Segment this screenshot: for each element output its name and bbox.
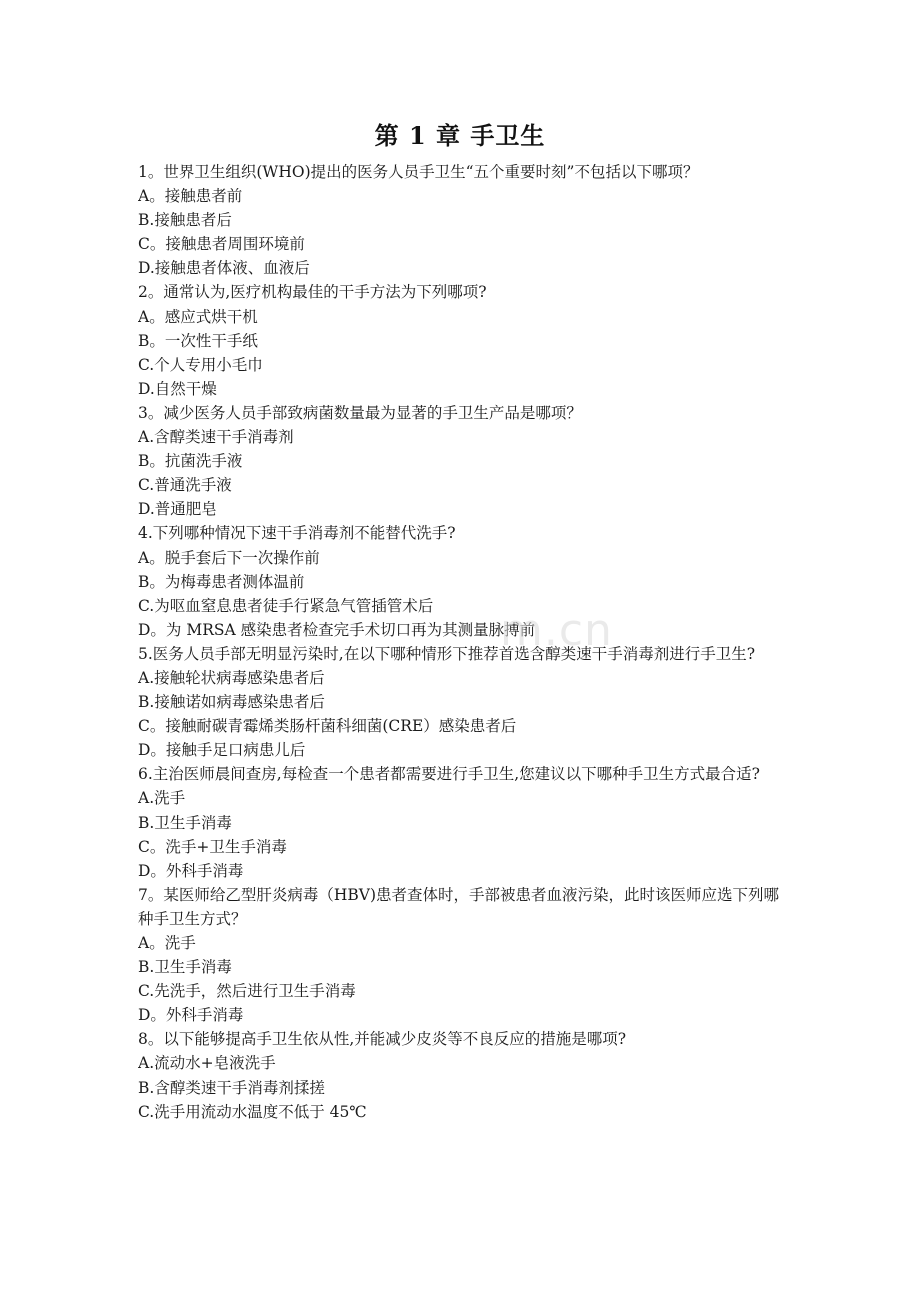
question-6: 6.主治医师晨间查房,每检查一个患者都需要进行手卫生,您建议以下哪种手卫生方式最合适?	[138, 765, 760, 784]
option-4a: A。脱手套后下一次操作前	[138, 548, 320, 567]
question-3: 3。减少医务人员手部致病菌数量最为显著的手卫生产品是哪项？	[138, 403, 582, 422]
option-7d: D。外科手消毒	[138, 1006, 244, 1025]
question-5: 5.医务人员手部无明显污染时,在以下哪种情形下推荐首选含醇类速干手消毒剂进行手卫生?	[138, 644, 756, 663]
option-1b: B.接触患者后	[138, 211, 232, 230]
option-2d: D.自然干燥	[138, 379, 217, 398]
option-5c: C。接触耐碳青霉烯类肠杆菌科细菌(CRE）感染患者后	[138, 717, 517, 736]
option-4b: B。为梅毒患者测体温前	[138, 572, 305, 591]
option-7a: A。洗手	[138, 934, 196, 952]
option-6a: A.洗手	[138, 789, 186, 808]
option-1a: A。接触患者前	[138, 187, 243, 206]
option-7c: C.先洗手，然后进行卫生手消毒	[138, 982, 356, 1001]
option-1d: D.接触患者体液、血液后	[138, 259, 310, 278]
question-7: 7。某医师给乙型肝炎病毒（HBV)患者查体时，手部被患者血液污染，此时该医师应选下列哪种手卫生方式？	[138, 885, 780, 928]
option-6d: D。外科手消毒	[138, 861, 244, 880]
option-2a: A。感应式烘干机	[138, 307, 258, 326]
question-2: 2。通常认为,医疗机构最佳的干手方法为下列哪项?	[138, 283, 487, 302]
question-list	[138, 160, 788, 1124]
option-7b: B.卫生手消毒	[138, 958, 232, 977]
question-4: 4.下列哪种情况下速干手消毒剂不能替代洗手?	[138, 524, 456, 543]
option-5b: B.接触诺如病毒感染患者后	[138, 693, 325, 712]
chapter-title: 第 1 章 手卫生	[374, 121, 546, 150]
watermark: m.cn	[500, 605, 613, 656]
option-3c: C.普通洗手液	[138, 476, 232, 495]
option-6c: C。洗手+卫生手消毒	[138, 837, 287, 856]
question-8: 8。以下能够提高手卫生依从性,并能减少皮炎等不良反应的措施是哪项?	[138, 1030, 627, 1049]
question-1: 1。世界卫生组织(WHO)提出的医务人员手卫生“五个重要时刻”不包括以下哪项？	[138, 163, 699, 181]
option-8b: B.含醇类速干手消毒剂揉搓	[138, 1078, 325, 1097]
option-1c: C。接触患者周围环境前	[138, 235, 305, 254]
option-4d: D。为 MRSA 感染患者检查完手术切口再为其测量脉搏前	[138, 620, 536, 639]
option-5d: D。接触手足口病患儿后	[138, 741, 306, 760]
option-3b: B。抗菌洗手液	[138, 452, 243, 471]
option-4c: C.为呕血窒息患者徒手行紧急气管插管术后	[138, 596, 434, 615]
option-6b: B.卫生手消毒	[138, 813, 232, 832]
option-8a: A.流动水+皂液洗手	[138, 1054, 276, 1073]
option-5a: A.接触轮状病毒感染患者后	[138, 668, 325, 687]
option-3d: D.普通肥皂	[138, 500, 217, 519]
option-3a: A.含醇类速干手消毒剂	[138, 428, 294, 447]
option-8c: C.洗手用流动水温度不低于 45℃	[138, 1102, 367, 1121]
option-2b: B。一次性干手纸	[138, 331, 258, 350]
option-2c: C.个人专用小毛巾	[138, 355, 263, 374]
